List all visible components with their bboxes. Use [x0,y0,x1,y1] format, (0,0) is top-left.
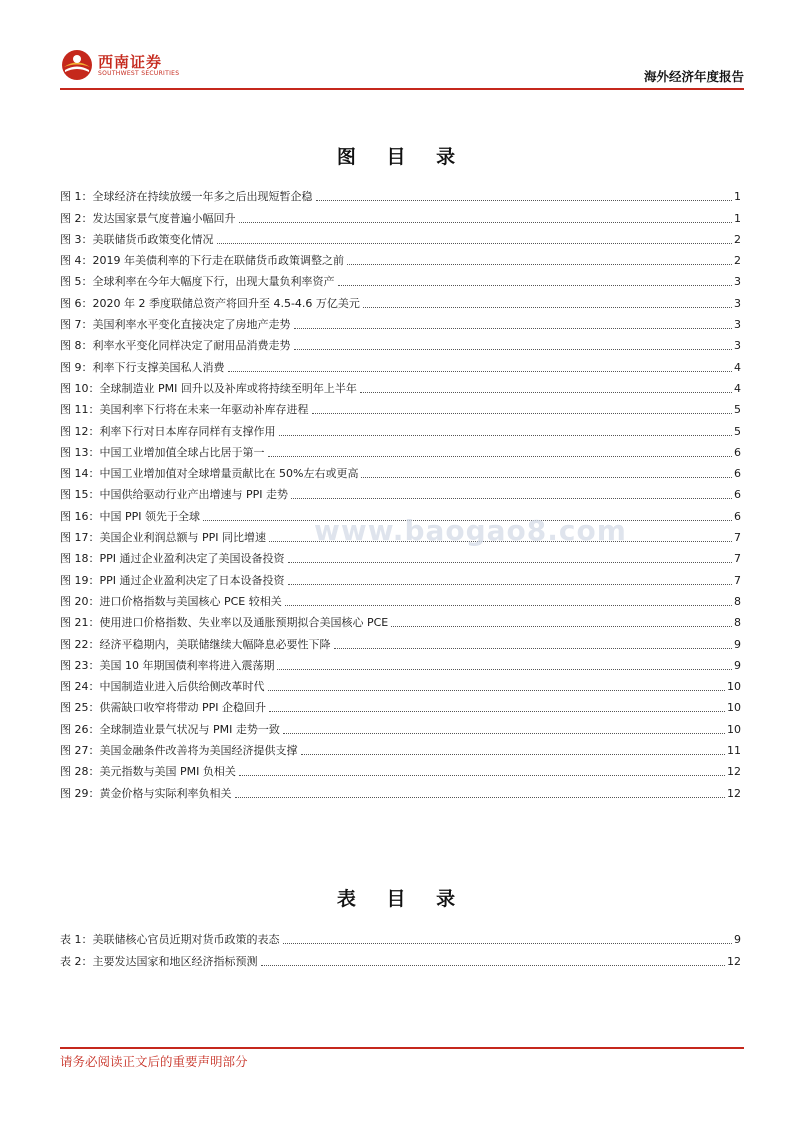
header-divider [60,88,744,90]
toc-entry-label: 图 15：中国供给驱动行业产出增速与 PPI 走势 [60,488,288,502]
figure-toc-entry[interactable] [60,460,741,481]
toc-entry-label: 图 10：全球制造业 PMI 回升以及补库或将持续至明年上半年 [60,381,357,395]
toc-dot-leader [239,222,733,223]
toc-entry-page: 7 [734,573,741,587]
toc-entry-label: 图 22：经济平稳期内，美联储继续大幅降息必要性下降 [60,637,331,651]
toc-dot-leader [312,413,733,414]
toc-dot-leader [291,498,732,499]
toc-entry-page: 6 [734,509,741,523]
toc-entry-page: 8 [734,594,741,608]
figure-toc-entry[interactable] [60,247,741,268]
brand-name-cn: 西南证券 [98,53,163,71]
page-header [60,42,744,92]
toc-entry-page: 3 [734,339,741,353]
toc-dot-leader [283,733,725,734]
figure-toc-entry[interactable] [60,630,741,651]
toc-entry-label: 图 3：美联储货币政策变化情况 [60,232,214,246]
toc-entry-label: 图 8：利率水平变化同样决定了耐用品消费走势 [60,339,291,353]
toc-entry-label: 图 2：发达国家景气度普遍小幅回升 [60,211,236,225]
toc-dot-leader [217,243,733,244]
toc-entry-page: 10 [727,722,741,736]
figure-toc-entry[interactable] [60,566,741,587]
toc-dot-leader [288,584,733,585]
figure-toc-entry[interactable] [60,779,741,800]
figure-toc-entry[interactable] [60,396,741,417]
table-toc-entry[interactable] [60,926,741,947]
toc-entry-page: 1 [734,190,741,204]
toc-entry-page: 10 [727,701,741,715]
toc-entry-page: 8 [734,616,741,630]
figure-toc-entry[interactable] [60,289,741,310]
toc-entry-page: 3 [734,275,741,289]
toc-dot-leader [288,562,733,563]
tables-toc-list [60,926,741,969]
figure-toc-entry[interactable] [60,268,741,289]
figure-toc-entry[interactable] [60,417,741,438]
toc-entry-page: 9 [734,933,741,947]
toc-entry-page: 6 [734,488,741,502]
toc-entry-label: 图 6：2020 年 2 季度联储总资产将回升至 4.5-4.6 万亿美元 [60,296,360,310]
toc-entry-label: 图 24：中国制造业进入后供给侧改革时代 [60,680,265,694]
toc-entry-label: 图 17：美国企业利润总额与 PPI 同比增速 [60,531,266,545]
toc-entry-label: 图 27：美国金融条件改善将为美国经济提供支撑 [60,744,298,758]
tables-toc-title: 表 目 录 [336,888,468,910]
figure-toc-entry[interactable] [60,204,741,225]
toc-entry-page: 9 [734,658,741,672]
toc-entry-label: 图 26：全球制造业景气状况与 PMI 走势一致 [60,722,280,736]
figure-toc-entry[interactable] [60,226,741,247]
toc-dot-leader [239,775,725,776]
toc-entry-page: 2 [734,232,741,246]
toc-entry-label: 图 1：全球经济在持续放缓一年多之后出现短暂企稳 [60,190,313,204]
toc-entry-label: 图 13：中国工业增加值全球占比居于第一 [60,445,265,459]
table-toc-entry[interactable] [60,947,741,968]
figure-toc-entry[interactable] [60,375,741,396]
figure-toc-entry[interactable] [60,715,741,736]
figure-toc-entry[interactable] [60,758,741,779]
toc-dot-leader [294,349,733,350]
toc-dot-leader [228,371,733,372]
figure-toc-entry[interactable] [60,588,741,609]
toc-entry-label: 图 19：PPI 通过企业盈利决定了日本设备投资 [60,573,285,587]
toc-dot-leader [316,200,733,201]
toc-dot-leader [279,435,733,436]
toc-entry-label: 图 4：2019 年美债利率的下行走在联储货币政策调整之前 [60,254,344,268]
figure-toc-entry[interactable] [60,609,741,630]
toc-dot-leader [338,285,733,286]
watermark: www.baogao8.com [314,514,627,547]
figure-toc-entry[interactable] [60,652,741,673]
toc-entry-page: 9 [734,637,741,651]
toc-entry-label: 表 2：主要发达国家和地区经济指标预测 [60,954,258,968]
toc-entry-page: 12 [727,954,741,968]
toc-entry-page: 6 [734,467,741,481]
toc-entry-page: 3 [734,318,741,332]
brand-logo [60,48,210,84]
toc-entry-label: 图 9：利率下行支撑美国私人消费 [60,360,225,374]
toc-entry-label: 图 23：美国 10 年期国债利率将进入震荡期 [60,658,275,672]
toc-entry-page: 4 [734,360,741,374]
toc-entry-label: 图 18：PPI 通过企业盈利决定了美国设备投资 [60,552,285,566]
toc-entry-page: 5 [734,403,741,417]
toc-dot-leader [361,477,732,478]
toc-entry-label: 图 14：中国工业增加值对全球增量贡献比在 50%左右或更高 [60,467,359,481]
toc-entry-label: 图 20：进口价格指数与美国核心 PCE 较相关 [60,594,282,608]
toc-entry-page: 7 [734,531,741,545]
toc-entry-page: 4 [734,381,741,395]
toc-entry-page: 5 [734,424,741,438]
toc-dot-leader [294,328,733,329]
toc-entry-label: 图 5：全球利率在今年大幅度下行，出现大量负利率资产 [60,275,335,289]
figure-toc-entry[interactable] [60,673,741,694]
toc-entry-label: 图 25：供需缺口收窄将带动 PPI 企稳回升 [60,701,266,715]
toc-dot-leader [268,690,726,691]
toc-entry-label: 图 16：中国 PPI 领先于全球 [60,509,200,523]
figure-toc-entry[interactable] [60,737,741,758]
figure-toc-entry[interactable] [60,481,741,502]
toc-dot-leader [360,392,732,393]
figure-toc-entry[interactable] [60,332,741,353]
toc-entry-label: 图 21：使用进口价格指数、失业率以及通胀预期拟合美国核心 PCE [60,616,389,630]
toc-entry-page: 1 [734,211,741,225]
toc-dot-leader [391,626,732,627]
toc-entry-page: 3 [734,296,741,310]
toc-dot-leader [283,943,733,944]
toc-dot-leader [285,605,732,606]
toc-entry-label: 图 12：利率下行对日本库存同样有支撑作用 [60,424,276,438]
report-type: 海外经济年度报告 [643,69,744,84]
toc-dot-leader [269,711,725,712]
toc-entry-page: 6 [734,445,741,459]
toc-dot-leader [301,754,726,755]
toc-dot-leader [363,307,732,308]
toc-dot-leader [277,669,732,670]
figure-toc-entry[interactable] [60,183,741,204]
toc-entry-page: 11 [727,744,741,758]
toc-entry-label: 图 7：美国利率水平变化直接决定了房地产走势 [60,318,291,332]
toc-dot-leader [334,648,733,649]
toc-entry-label: 图 28：美元指数与美国 PMI 负相关 [60,765,236,779]
toc-entry-page: 12 [727,786,741,800]
figure-toc-entry[interactable] [60,694,741,715]
brand-logo-icon [60,48,94,82]
toc-entry-page: 10 [727,680,741,694]
footer-divider [60,1047,744,1049]
brand-name-en: SOUTHWEST SECURITIES [98,70,180,77]
toc-entry-page: 7 [734,552,741,566]
toc-entry-label: 图 11：美国利率下行将在未来一年驱动补库存进程 [60,403,309,417]
toc-entry-page: 12 [727,765,741,779]
figure-toc-entry[interactable] [60,439,741,460]
figure-toc-entry[interactable] [60,545,741,566]
toc-dot-leader [235,797,726,798]
toc-dot-leader [261,965,726,966]
toc-dot-leader [268,456,733,457]
figures-toc-title: 图 目 录 [336,146,468,168]
figure-toc-entry[interactable] [60,311,741,332]
figure-toc-entry[interactable] [60,353,741,374]
toc-entry-page: 2 [734,254,741,268]
toc-dot-leader [347,264,732,265]
toc-entry-label: 图 29：黄金价格与实际利率负相关 [60,786,232,800]
footer-disclaimer: 请务必阅读正文后的重要声明部分 [60,1054,248,1069]
toc-entry-label: 表 1：美联储核心官员近期对货币政策的表态 [60,933,280,947]
figures-toc-list [60,183,741,801]
